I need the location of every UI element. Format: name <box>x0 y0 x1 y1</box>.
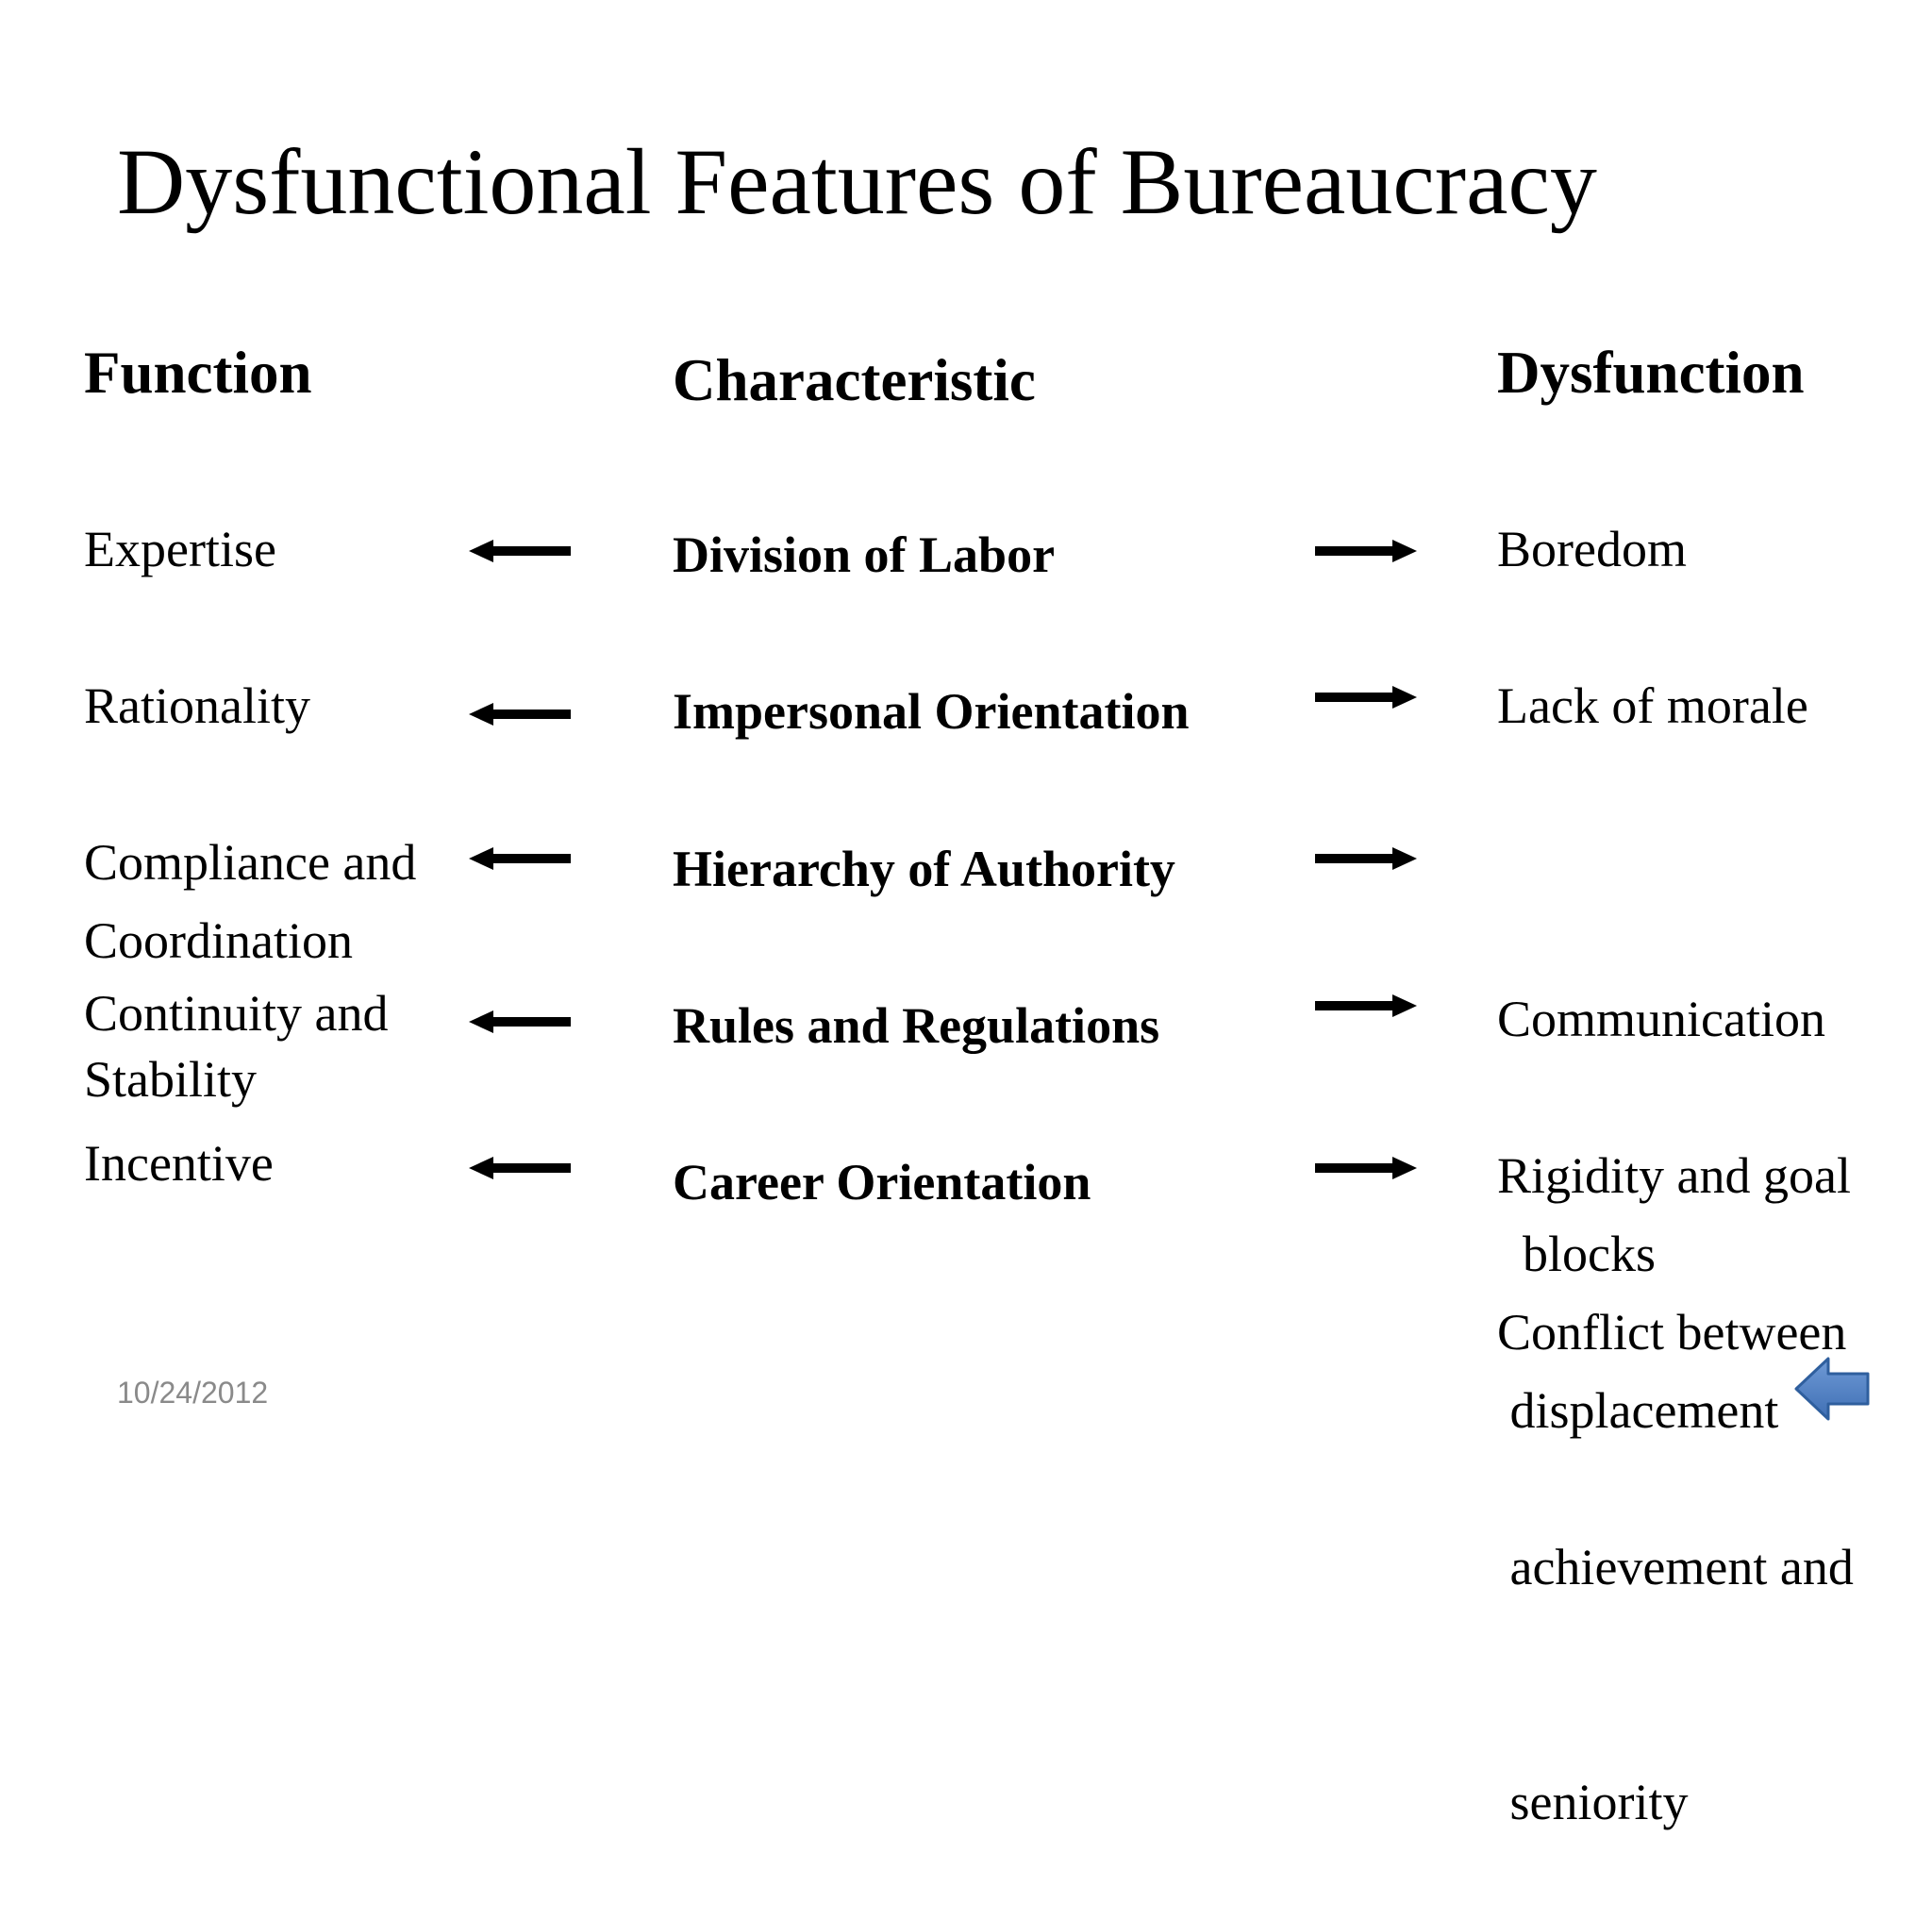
left-arrow-icon <box>469 701 571 727</box>
function-text: Coordination <box>84 912 353 969</box>
characteristic-cell: Division of Labor <box>673 526 1056 583</box>
header-function: Function <box>84 340 312 406</box>
right-arrow-icon <box>1315 538 1417 564</box>
function-text: Expertise <box>84 521 276 577</box>
header-characteristic: Characteristic <box>673 347 1036 413</box>
function-cell-rationality <box>84 667 310 745</box>
dysfunction-cell <box>1497 667 1808 745</box>
dysfunction-text: Boredom <box>1497 521 1687 577</box>
dysfunction-text: achievement and <box>1497 1539 1854 1595</box>
dysfunction-text: Rigidity and goal <box>1497 1147 1851 1204</box>
header-dysfunction: Dysfunction <box>1497 340 1805 406</box>
function-text: Compliance and <box>84 834 417 891</box>
back-arrow-icon[interactable] <box>1794 1355 1872 1423</box>
function-cell-incentive <box>84 1125 274 1203</box>
function-text: Continuity and <box>84 985 389 1042</box>
left-arrow-icon <box>469 538 571 564</box>
right-arrow-icon <box>1315 684 1417 710</box>
function-text: Stability <box>84 1051 258 1108</box>
left-arrow-icon <box>469 1155 571 1181</box>
function-text: Rationality <box>84 677 310 734</box>
function-cell-continuity <box>84 980 389 1112</box>
function-cell-expertise <box>84 510 276 589</box>
right-arrow-icon <box>1315 1155 1417 1181</box>
dysfunction-cell <box>1497 510 1687 589</box>
characteristic-cell: Rules and Regulations <box>673 997 1160 1054</box>
dysfunction-text: blocks <box>1497 1226 1656 1282</box>
slide-title: Dysfunctional Features of Bureaucracy <box>117 129 1597 234</box>
slide-date: 10/24/2012 <box>117 1376 269 1410</box>
characteristic-cell: Career Orientation <box>673 1154 1091 1210</box>
dysfunction-text: seniority <box>1497 1774 1689 1830</box>
function-text: Incentive <box>84 1135 274 1192</box>
characteristic-cell: Hierarchy of Authority <box>673 841 1175 897</box>
dysfunction-text: Conflict between <box>1497 1304 1847 1361</box>
left-arrow-icon <box>469 845 571 872</box>
characteristic-cell: Impersonal Orientation <box>673 683 1190 740</box>
function-cell-compliance <box>84 824 416 980</box>
dysfunction-cell <box>1497 1137 1854 1920</box>
dysfunction-text: Lack of morale <box>1497 677 1808 734</box>
right-arrow-icon <box>1315 993 1417 1019</box>
right-arrow-icon <box>1315 845 1417 872</box>
dysfunction-text: Communication <box>1497 991 1825 1047</box>
dysfunction-text: displacement <box>1497 1382 1779 1439</box>
left-arrow-icon <box>469 1009 571 1035</box>
